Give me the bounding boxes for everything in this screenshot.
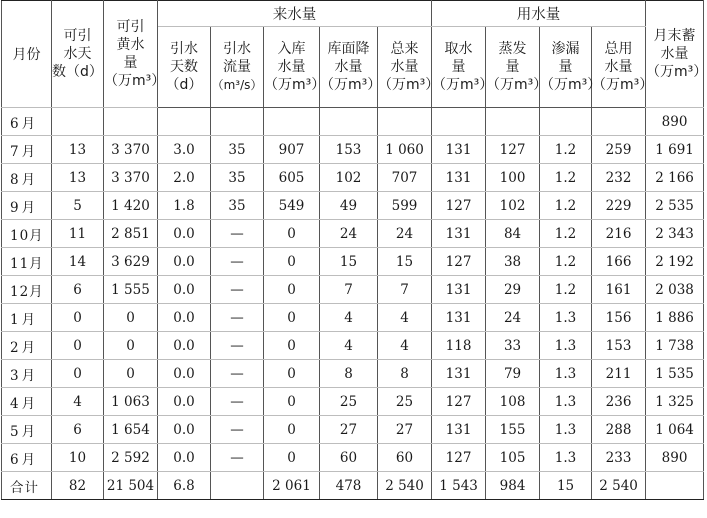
value-cell: 1.3 xyxy=(540,444,592,472)
value-cell: 29 xyxy=(486,276,540,304)
month-cell: 10月 xyxy=(2,220,52,248)
value-cell: 131 xyxy=(432,304,486,332)
value-cell: 707 xyxy=(378,164,432,192)
value-cell: — xyxy=(211,220,264,248)
value-cell: 1.2 xyxy=(540,276,592,304)
table-row xyxy=(2,248,704,276)
total-row xyxy=(2,472,704,500)
table-row xyxy=(2,416,704,444)
value-cell: 3.0 xyxy=(158,136,211,164)
value-cell: 0 xyxy=(264,388,320,416)
month-cell: 1月 xyxy=(2,304,52,332)
value-cell: 0 xyxy=(264,304,320,332)
value-cell xyxy=(211,472,264,500)
value-cell: 1 738 xyxy=(646,332,704,360)
col-header-seepage: 渗漏 量 （万m³） xyxy=(540,27,592,108)
value-cell: 4 xyxy=(320,332,378,360)
value-cell: 15 xyxy=(378,248,432,276)
value-cell: 1.2 xyxy=(540,220,592,248)
value-cell: 161 xyxy=(592,276,646,304)
value-cell xyxy=(52,108,104,136)
value-cell: 599 xyxy=(378,192,432,220)
value-cell: 4 xyxy=(378,332,432,360)
value-cell xyxy=(486,108,540,136)
value-cell xyxy=(320,108,378,136)
value-cell: 1 325 xyxy=(646,388,704,416)
value-cell: 105 xyxy=(486,444,540,472)
value-cell: 1 691 xyxy=(646,136,704,164)
value-cell: 24 xyxy=(378,220,432,248)
value-cell: 153 xyxy=(320,136,378,164)
value-cell: 127 xyxy=(486,136,540,164)
value-cell: 0 xyxy=(264,416,320,444)
value-cell: 2 592 xyxy=(104,444,158,472)
month-cell: 2月 xyxy=(2,332,52,360)
value-cell: 1 063 xyxy=(104,388,158,416)
month-cell: 7月 xyxy=(2,136,52,164)
value-cell: 890 xyxy=(646,444,704,472)
value-cell: 1.3 xyxy=(540,388,592,416)
value-cell: 82 xyxy=(52,472,104,500)
value-cell: 21 504 xyxy=(104,472,158,500)
value-cell: 0.0 xyxy=(158,444,211,472)
value-cell: 0 xyxy=(52,304,104,332)
value-cell: 102 xyxy=(486,192,540,220)
value-cell: 33 xyxy=(486,332,540,360)
value-cell: 0 xyxy=(104,360,158,388)
value-cell: 155 xyxy=(486,416,540,444)
value-cell: 127 xyxy=(432,444,486,472)
value-cell: 166 xyxy=(592,248,646,276)
value-cell: 127 xyxy=(432,192,486,220)
table-row xyxy=(2,164,704,192)
value-cell: 1 060 xyxy=(378,136,432,164)
value-cell: 0.0 xyxy=(158,220,211,248)
header-row-groups xyxy=(2,1,704,27)
value-cell: 2 535 xyxy=(646,192,704,220)
value-cell: — xyxy=(211,388,264,416)
value-cell: 605 xyxy=(264,164,320,192)
table-row xyxy=(2,192,704,220)
value-cell: 288 xyxy=(592,416,646,444)
value-cell: 131 xyxy=(432,164,486,192)
value-cell: 216 xyxy=(592,220,646,248)
value-cell: 0 xyxy=(52,360,104,388)
value-cell xyxy=(646,472,704,500)
col-header-rainfall: 库面降 水量 （万m³） xyxy=(320,27,378,108)
value-cell: 1 543 xyxy=(432,472,486,500)
table-row xyxy=(2,136,704,164)
value-cell: 102 xyxy=(320,164,378,192)
value-cell: 38 xyxy=(486,248,540,276)
value-cell: 11 xyxy=(52,220,104,248)
month-cell: 6月 xyxy=(2,444,52,472)
value-cell: 153 xyxy=(592,332,646,360)
value-cell: 0.0 xyxy=(158,388,211,416)
value-cell: 2 166 xyxy=(646,164,704,192)
value-cell xyxy=(264,108,320,136)
value-cell: 2.0 xyxy=(158,164,211,192)
value-cell: 131 xyxy=(432,416,486,444)
table-row xyxy=(2,304,704,332)
value-cell: 24 xyxy=(486,304,540,332)
col-header-divertible-volume: 可引 黄水 量 （万m³） xyxy=(104,1,158,108)
value-cell: 1 535 xyxy=(646,360,704,388)
value-cell: 0.0 xyxy=(158,332,211,360)
value-cell: 35 xyxy=(211,136,264,164)
value-cell: 84 xyxy=(486,220,540,248)
month-cell: 8月 xyxy=(2,164,52,192)
value-cell: 35 xyxy=(211,164,264,192)
value-cell: 549 xyxy=(264,192,320,220)
col-header-total-inflow: 总来 水量 （万m³） xyxy=(378,27,432,108)
value-cell: 229 xyxy=(592,192,646,220)
table-row xyxy=(2,108,704,136)
value-cell: 1.8 xyxy=(158,192,211,220)
value-cell: 131 xyxy=(432,276,486,304)
value-cell: 0 xyxy=(264,444,320,472)
col-header-evaporation: 蒸发 量 （万m³） xyxy=(486,27,540,108)
table-row xyxy=(2,444,704,472)
value-cell: 14 xyxy=(52,248,104,276)
value-cell: 131 xyxy=(432,220,486,248)
value-cell: 211 xyxy=(592,360,646,388)
value-cell: 0 xyxy=(104,304,158,332)
col-header-reservoir-inflow: 入库 水量 （万m³） xyxy=(264,27,320,108)
value-cell: 3 370 xyxy=(104,164,158,192)
value-cell: 0 xyxy=(264,360,320,388)
value-cell: 0 xyxy=(104,332,158,360)
value-cell: — xyxy=(211,304,264,332)
month-cell: 5月 xyxy=(2,416,52,444)
col-header-diversion-days: 引水 天数 （d） xyxy=(158,27,211,108)
value-cell: — xyxy=(211,276,264,304)
value-cell: 1 886 xyxy=(646,304,704,332)
value-cell: 27 xyxy=(378,416,432,444)
value-cell: 127 xyxy=(432,248,486,276)
col-header-withdrawal: 取水 量 （万m³） xyxy=(432,27,486,108)
value-cell: 10 xyxy=(52,444,104,472)
value-cell: 35 xyxy=(211,192,264,220)
group-header-inflow: 来水量 xyxy=(158,1,432,27)
value-cell: 1.2 xyxy=(540,248,592,276)
value-cell xyxy=(432,108,486,136)
value-cell: 2 540 xyxy=(592,472,646,500)
value-cell: 5 xyxy=(52,192,104,220)
water-balance-table xyxy=(1,0,707,500)
table-row xyxy=(2,388,704,416)
value-cell: 25 xyxy=(320,388,378,416)
value-cell: 236 xyxy=(592,388,646,416)
value-cell: 25 xyxy=(378,388,432,416)
value-cell: 4 xyxy=(52,388,104,416)
value-cell: 0 xyxy=(264,220,320,248)
value-cell: 1.3 xyxy=(540,332,592,360)
value-cell: — xyxy=(211,444,264,472)
value-cell: 232 xyxy=(592,164,646,192)
value-cell: 0.0 xyxy=(158,416,211,444)
value-cell: 15 xyxy=(320,248,378,276)
value-cell: 3 370 xyxy=(104,136,158,164)
table-row xyxy=(2,360,704,388)
value-cell: 1.2 xyxy=(540,136,592,164)
value-cell: 24 xyxy=(320,220,378,248)
value-cell: — xyxy=(211,248,264,276)
col-header-divertible-days: 可引 水天 数（d） xyxy=(52,1,104,108)
value-cell: 4 xyxy=(320,304,378,332)
value-cell: — xyxy=(211,360,264,388)
value-cell: 6 xyxy=(52,416,104,444)
month-cell: 合计 xyxy=(2,472,52,500)
value-cell xyxy=(378,108,432,136)
value-cell: 131 xyxy=(432,360,486,388)
value-cell: 1.3 xyxy=(540,304,592,332)
value-cell: 1.2 xyxy=(540,164,592,192)
col-header-total-usage: 总用 水量 （万m³） xyxy=(592,27,646,108)
month-cell: 4月 xyxy=(2,388,52,416)
value-cell: — xyxy=(211,332,264,360)
value-cell: 0.0 xyxy=(158,276,211,304)
value-cell: 0.0 xyxy=(158,304,211,332)
value-cell: 1 654 xyxy=(104,416,158,444)
value-cell: 100 xyxy=(486,164,540,192)
value-cell: 60 xyxy=(320,444,378,472)
value-cell: 233 xyxy=(592,444,646,472)
value-cell: 127 xyxy=(432,388,486,416)
value-cell: 27 xyxy=(320,416,378,444)
value-cell: 1.3 xyxy=(540,360,592,388)
table-header xyxy=(2,1,707,108)
value-cell: 478 xyxy=(320,472,378,500)
month-cell: 3月 xyxy=(2,360,52,388)
value-cell xyxy=(158,108,211,136)
value-cell: 131 xyxy=(432,136,486,164)
value-cell: 2 038 xyxy=(646,276,704,304)
value-cell: 984 xyxy=(486,472,540,500)
col-header-end-storage: 月末蓄 水量 （万m³） xyxy=(646,1,704,108)
value-cell: 15 xyxy=(540,472,592,500)
value-cell: 890 xyxy=(646,108,704,136)
value-cell: 2 343 xyxy=(646,220,704,248)
value-cell: 1.2 xyxy=(540,192,592,220)
value-cell xyxy=(540,108,592,136)
month-cell: 12月 xyxy=(2,276,52,304)
value-cell: 7 xyxy=(320,276,378,304)
value-cell: 4 xyxy=(378,304,432,332)
value-cell: 259 xyxy=(592,136,646,164)
table-row xyxy=(2,220,704,248)
value-cell: — xyxy=(211,416,264,444)
value-cell xyxy=(592,108,646,136)
table-body xyxy=(2,108,704,500)
table-row xyxy=(2,276,704,304)
value-cell: 8 xyxy=(378,360,432,388)
value-cell: 0.0 xyxy=(158,248,211,276)
value-cell: 0 xyxy=(264,276,320,304)
value-cell: 49 xyxy=(320,192,378,220)
value-cell: 13 xyxy=(52,136,104,164)
value-cell: 156 xyxy=(592,304,646,332)
month-cell: 9月 xyxy=(2,192,52,220)
value-cell: 13 xyxy=(52,164,104,192)
value-cell: 1.3 xyxy=(540,416,592,444)
value-cell: 6.8 xyxy=(158,472,211,500)
value-cell: 2 061 xyxy=(264,472,320,500)
col-header-diversion-flow: 引水 流量 （m³/s） xyxy=(211,27,264,108)
value-cell: 1 555 xyxy=(104,276,158,304)
value-cell: 118 xyxy=(432,332,486,360)
value-cell: 6 xyxy=(52,276,104,304)
value-cell: 907 xyxy=(264,136,320,164)
value-cell: 2 192 xyxy=(646,248,704,276)
table-row xyxy=(2,332,704,360)
value-cell xyxy=(104,108,158,136)
value-cell: 79 xyxy=(486,360,540,388)
value-cell: 2 540 xyxy=(378,472,432,500)
month-cell: 11月 xyxy=(2,248,52,276)
value-cell: 7 xyxy=(378,276,432,304)
value-cell: 2 851 xyxy=(104,220,158,248)
value-cell: 0 xyxy=(264,332,320,360)
value-cell: 1 064 xyxy=(646,416,704,444)
value-cell: 0 xyxy=(52,332,104,360)
value-cell: 1 420 xyxy=(104,192,158,220)
value-cell: 108 xyxy=(486,388,540,416)
col-header-month: 月份 xyxy=(2,1,52,108)
value-cell: 8 xyxy=(320,360,378,388)
value-cell: 3 629 xyxy=(104,248,158,276)
group-header-usage: 用水量 xyxy=(432,1,646,27)
value-cell: 0 xyxy=(264,248,320,276)
month-cell: 6月 xyxy=(2,108,52,136)
value-cell: 60 xyxy=(378,444,432,472)
value-cell xyxy=(211,108,264,136)
value-cell: 0.0 xyxy=(158,360,211,388)
